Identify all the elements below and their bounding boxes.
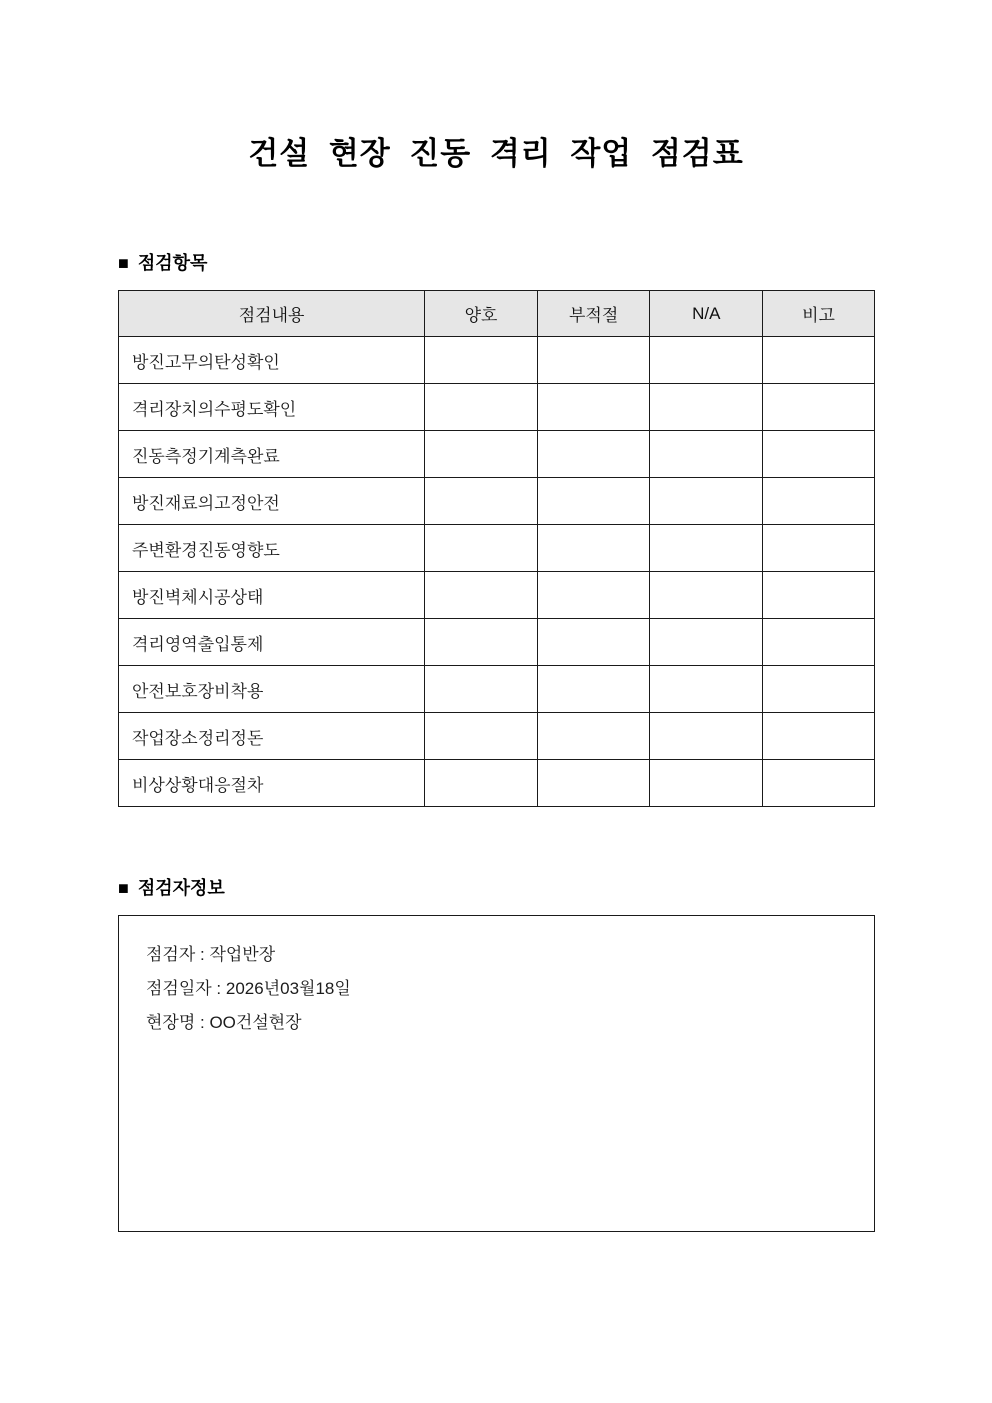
- checklist-row: [119, 666, 875, 713]
- good-cell: [425, 760, 538, 807]
- check-item-label: 진동측정기계측완료: [119, 431, 425, 478]
- checklist-row: [119, 478, 875, 525]
- remarks-cell: [763, 478, 875, 525]
- remarks-cell: [763, 572, 875, 619]
- checklist-row: [119, 431, 875, 478]
- header-good: 양호: [425, 291, 538, 337]
- inspector-info-box: [118, 915, 875, 1232]
- good-cell: [425, 572, 538, 619]
- remarks-cell: [763, 666, 875, 713]
- na-cell: [650, 384, 763, 431]
- separator: :: [195, 1013, 210, 1032]
- na-cell: [650, 760, 763, 807]
- inspection-date-line: [146, 972, 854, 1006]
- inadequate-cell: [537, 384, 650, 431]
- na-cell: [650, 525, 763, 572]
- inadequate-cell: [537, 619, 650, 666]
- checklist-row: [119, 572, 875, 619]
- good-cell: [425, 713, 538, 760]
- check-item-label: 격리영역출입통제: [119, 619, 425, 666]
- na-cell: [650, 713, 763, 760]
- inadequate-cell: [537, 713, 650, 760]
- remarks-cell: [763, 431, 875, 478]
- inadequate-cell: [537, 478, 650, 525]
- inspector-name-label: 점검자: [146, 945, 196, 964]
- good-cell: [425, 619, 538, 666]
- remarks-cell: [763, 337, 875, 384]
- check-item-label: 방진재료의고정안전: [119, 478, 425, 525]
- remarks-cell: [763, 384, 875, 431]
- checklist-section-title: 점검항목: [137, 253, 208, 273]
- checklist-row: [119, 337, 875, 384]
- check-item-label: 격리장치의수평도확인: [119, 384, 425, 431]
- na-cell: [650, 431, 763, 478]
- remarks-cell: [763, 760, 875, 807]
- good-cell: [425, 337, 538, 384]
- site-name-label: 현장명: [146, 1013, 196, 1032]
- inspection-date-label: 점검일자: [146, 979, 212, 998]
- check-item-label: 비상상황대응절차: [119, 760, 425, 807]
- inadequate-cell: [537, 760, 650, 807]
- na-cell: [650, 478, 763, 525]
- remarks-cell: [763, 525, 875, 572]
- checklist-row: [119, 713, 875, 760]
- remarks-cell: [763, 713, 875, 760]
- na-cell: [650, 619, 763, 666]
- header-remarks: 비고: [763, 291, 875, 337]
- check-item-label: 작업장소정리정돈: [119, 713, 425, 760]
- checklist-row: [119, 619, 875, 666]
- header-inadequate: 부적절: [537, 291, 650, 337]
- checklist-row: [119, 760, 875, 807]
- check-item-label: 방진벽체시공상태: [119, 572, 425, 619]
- inspection-date-value: 2026년03월18일: [225, 979, 351, 998]
- inspector-section-heading: [118, 878, 992, 898]
- inadequate-cell: [537, 525, 650, 572]
- good-cell: [425, 478, 538, 525]
- inadequate-cell: [537, 572, 650, 619]
- inadequate-cell: [537, 666, 650, 713]
- document-title: 건설 현장 진동 격리 작업 점검표: [248, 136, 744, 171]
- black-square-bullet-icon: ■: [118, 253, 129, 273]
- separator: :: [195, 945, 210, 964]
- checklist-table-body: [119, 337, 875, 807]
- header-check-item: 점검내용: [119, 291, 425, 337]
- na-cell: [650, 666, 763, 713]
- inspector-name-value: 작업반장: [209, 945, 276, 964]
- separator: :: [211, 979, 226, 998]
- inadequate-cell: [537, 337, 650, 384]
- remarks-cell: [763, 619, 875, 666]
- check-item-label: 안전보호장비착용: [119, 666, 425, 713]
- inspector-section-title: 점검자정보: [137, 878, 225, 898]
- checklist-table: [118, 290, 875, 807]
- header-na: N/A: [650, 291, 763, 337]
- good-cell: [425, 666, 538, 713]
- good-cell: [425, 431, 538, 478]
- inspector-name-line: [146, 938, 854, 972]
- na-cell: [650, 337, 763, 384]
- check-item-label: 방진고무의탄성확인: [119, 337, 425, 384]
- good-cell: [425, 525, 538, 572]
- site-name-line: [146, 1006, 854, 1040]
- checklist-row: [119, 525, 875, 572]
- table-header-row: [119, 291, 875, 337]
- black-square-bullet-icon: ■: [118, 878, 129, 898]
- good-cell: [425, 384, 538, 431]
- site-name-value: OO건설현장: [209, 1013, 302, 1032]
- inadequate-cell: [537, 431, 650, 478]
- checklist-row: [119, 384, 875, 431]
- check-item-label: 주변환경진동영향도: [119, 525, 425, 572]
- na-cell: [650, 572, 763, 619]
- checklist-section-heading: [118, 253, 992, 273]
